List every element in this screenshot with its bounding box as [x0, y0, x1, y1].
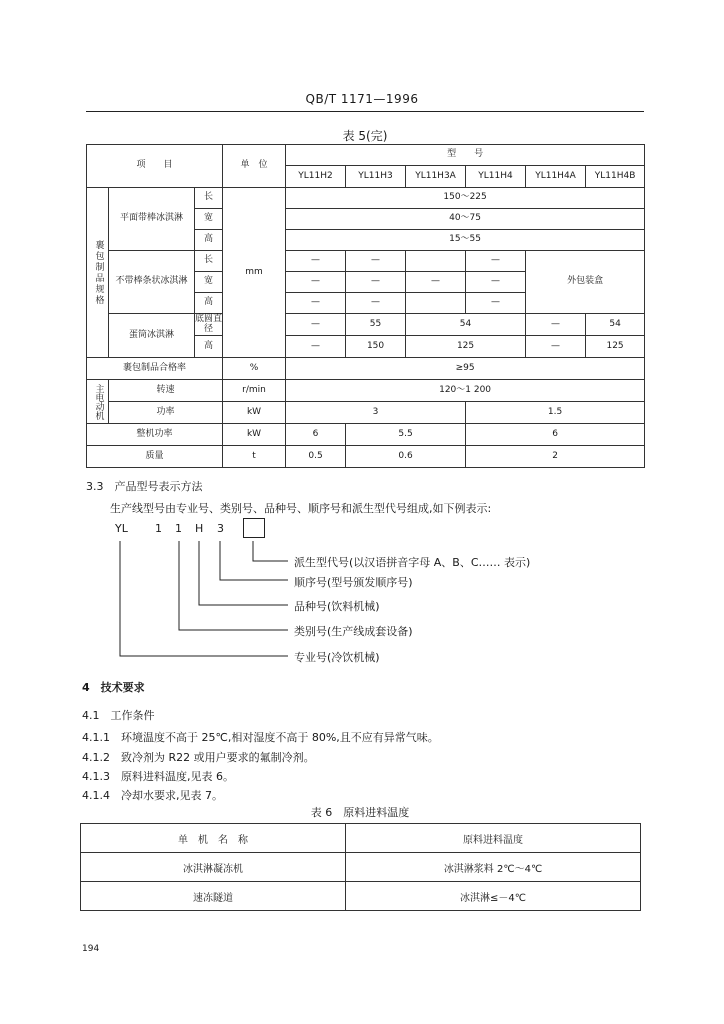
table6-caption: 表 6 原料进料温度 — [310, 806, 410, 819]
group-wrapped-spec: 裹包制品规格 — [87, 188, 109, 358]
t6-row-machine: 冰淇淋凝冻机 — [81, 853, 346, 882]
cone-hgt-h2: — — [286, 336, 346, 358]
model-h3: YL11H3 — [346, 166, 406, 188]
page-number: 194 — [82, 944, 100, 954]
section-4-1: 4.1 工作条件 — [82, 709, 155, 722]
group-main-motor: 主电动机 — [87, 380, 109, 424]
mass-label: 质量 — [87, 446, 223, 468]
dash-cell: — — [466, 293, 526, 314]
cone-hgt-h3a-h4: 125 — [406, 336, 526, 358]
dash-cell: — — [466, 251, 526, 272]
flat-length: 150～225 — [286, 188, 645, 209]
dim-height: 高 — [195, 336, 223, 358]
cone-hgt-h3: 150 — [346, 336, 406, 358]
dim-height: 高 — [195, 230, 223, 251]
rate-value: ≥95 — [286, 358, 645, 380]
header-rule — [86, 111, 644, 112]
sub-cone: 蛋筒冰淇淋 — [109, 314, 195, 358]
unit-mm: mm — [223, 188, 286, 358]
model-h4b: YL11H4B — [586, 166, 645, 188]
rate-label: 裹包制品合格率 — [87, 358, 223, 380]
cone-base-h4a: — — [526, 314, 586, 336]
cone-hgt-h4b: 125 — [586, 336, 645, 358]
dim-width: 宽 — [195, 209, 223, 230]
t6-row-temp: 冰淇淋≤－4℃ — [346, 882, 641, 911]
speed-label: 转速 — [109, 380, 223, 402]
t6-head-machine: 单 机 名 称 — [81, 824, 346, 853]
model-h3a: YL11H3A — [406, 166, 466, 188]
code-variety: 1 — [175, 522, 182, 535]
cone-base-h2: — — [286, 314, 346, 336]
dash-cell: — — [286, 251, 346, 272]
model-h4a: YL11H4A — [526, 166, 586, 188]
outer-box-cell: 外包装盒 — [526, 251, 645, 314]
total-power-h4: 6 — [466, 424, 645, 446]
section-4-1-4: 4.1.4 冷却水要求,见表 7。 — [82, 789, 223, 802]
table5-caption: 表 5(完) — [342, 129, 388, 143]
speed-value: 120～1 200 — [286, 380, 645, 402]
total-power-h2: 6 — [286, 424, 346, 446]
table-5 — [86, 144, 645, 468]
t6-row-temp: 冰淇淋浆料 2℃～4℃ — [346, 853, 641, 882]
power-label: 功率 — [109, 402, 223, 424]
mass-h3: 0.6 — [346, 446, 466, 468]
section-4-title: 4 技术要求 — [82, 681, 145, 694]
dash-cell: — — [286, 272, 346, 293]
power-unit: kW — [223, 402, 286, 424]
model-h2: YL11H2 — [286, 166, 346, 188]
section-4-1-2: 4.1.2 致冷剂为 R22 或用户要求的氟制冷剂。 — [82, 751, 315, 764]
sub-no-stick: 不带棒条状冰淇淋 — [109, 251, 195, 314]
cone-base-h3a-h4: 54 — [406, 314, 526, 336]
dash-cell: — — [346, 272, 406, 293]
dim-width: 宽 — [195, 272, 223, 293]
section-3-3-intro: 生产线型号由专业号、类别号、品种号、顺序号和派生型代号组成,如下例表示: — [110, 502, 492, 515]
mass-h2: 0.5 — [286, 446, 346, 468]
section-4-1-3: 4.1.3 原料进料温度,见表 6。 — [82, 770, 234, 783]
dash-cell: — — [406, 272, 466, 293]
dash-cell: — — [286, 293, 346, 314]
section-3-3-title: 3.3 产品型号表示方法 — [86, 480, 203, 493]
sub-flat-stick: 平面带棒冰淇淋 — [109, 188, 195, 251]
code-h: H — [195, 522, 204, 535]
dash-cell: — — [466, 272, 526, 293]
empty-cell — [406, 251, 466, 272]
dim-base: 底圆直径 — [195, 313, 223, 334]
cone-hgt-h4a: — — [526, 336, 586, 358]
code-yl: YL — [115, 522, 128, 535]
t6-row-machine: 速冻隧道 — [81, 882, 346, 911]
t6-head-temp: 原料进料温度 — [346, 824, 641, 853]
total-power-unit: kW — [223, 424, 286, 446]
dash-cell: — — [346, 293, 406, 314]
power-value-a: 3 — [286, 402, 466, 424]
total-power-label: 整机功率 — [87, 424, 223, 446]
label-derived: 派生型代号(以汉语拼音字母 A、B、C…… 表示) — [294, 556, 531, 569]
section-4-1-1: 4.1.1 环境温度不高于 25℃,相对湿度不高于 80%,且不应有异常气味。 — [82, 731, 439, 744]
rate-unit: % — [223, 358, 286, 380]
label-category: 类别号(生产线成套设备) — [294, 625, 413, 638]
mass-unit: t — [223, 446, 286, 468]
code-category: 1 — [155, 522, 162, 535]
cone-base-h4b: 54 — [586, 314, 645, 336]
page-header: QB/T 1171—1996 — [305, 92, 419, 106]
power-value-b: 1.5 — [466, 402, 645, 424]
head-model: 型 号 — [286, 145, 645, 166]
speed-unit: r/min — [223, 380, 286, 402]
dim-length: 长 — [195, 251, 223, 272]
empty-cell — [406, 293, 466, 314]
label-variety: 品种号(饮料机械) — [294, 600, 380, 613]
model-h4: YL11H4 — [466, 166, 526, 188]
mass-h4: 2 — [466, 446, 645, 468]
cone-base-h3: 55 — [346, 314, 406, 336]
dim-length: 长 — [195, 188, 223, 209]
flat-height: 15～55 — [286, 230, 645, 251]
flat-width: 40～75 — [286, 209, 645, 230]
dim-height: 高 — [195, 293, 223, 314]
total-power-h3: 5.5 — [346, 424, 466, 446]
dash-cell: — — [346, 251, 406, 272]
head-item: 项 目 — [87, 145, 223, 188]
table-6 — [80, 823, 641, 911]
code-sequence: 3 — [217, 522, 224, 535]
label-sequence: 顺序号(型号颁发顺序号) — [294, 576, 413, 589]
head-unit: 单 位 — [223, 145, 286, 188]
label-specialty: 专业号(冷饮机械) — [294, 651, 380, 664]
